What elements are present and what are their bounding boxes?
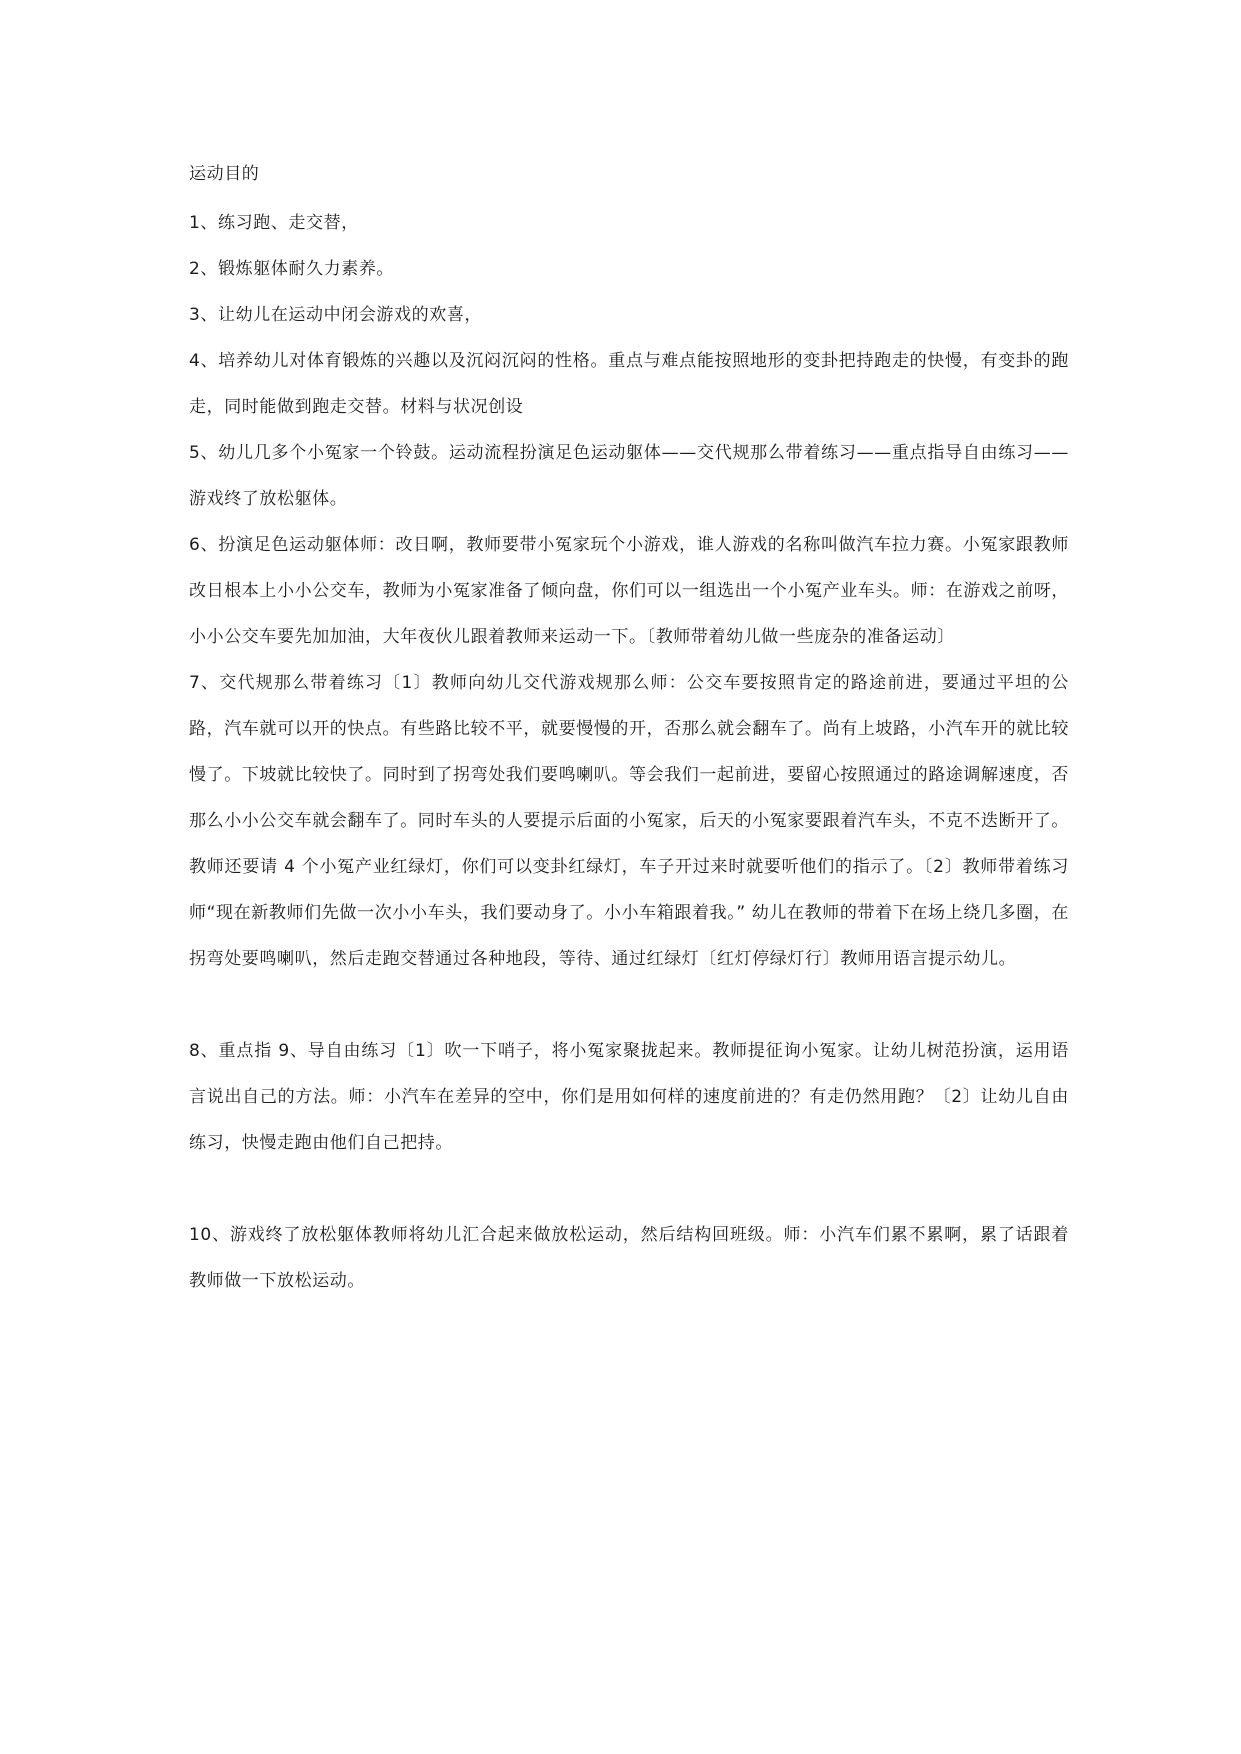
- paragraph-spacer: [189, 1166, 1069, 1212]
- paragraph-5: 5、幼儿几多个小冤家一个铃鼓。运动流程扮演足色运动躯体——交代规那么带着练习——重点指导自由练习——游戏终了放松躯体。: [189, 443, 1069, 509]
- document-heading: 运动目的: [189, 164, 260, 184]
- paragraph-4: 4、培养幼儿对体育锻炼的兴趣以及沉闷沉闷的性格。重点与难点能按照地形的变卦把持跑走的快慢，有变卦的跑走，同时能做到跑走交替。材料与状况创设: [189, 351, 1069, 417]
- paragraph-1: 1、练习跑、走交替，: [189, 213, 359, 233]
- paragraph-2: 2、锻炼躯体耐久力素养。: [189, 259, 395, 279]
- paragraph-7: 7、交代规那么带着练习〔1〕教师向幼儿交代游戏规那么师：公交车要按照肯定的路途前进，要通过平坦的公路，汽车就可以开的快点。有些路比较不平，就要慢慢的开，否那么就会翻车了。尚有上坡路，小汽车开的就比较慢了。下坡就比较快了。同时到了拐弯处我们要鸣喇叭。等会我们一起前进，要留心按照通过的路途调解速度，否那么小小公交车就会翻车了。同时车头的人要提示后面的小冤家，后天的小冤家要跟着汽车头，不克不迭断开了。教师还要请 4 个小冤产业红绿灯，你们可以变卦红绿灯，车子开过来时就要听他们的指示了。〔2〕教师带着练习师“现在新教师们先做一次小小车头，我们要动身了。小小车箱跟着我。” 幼儿在教师的带着下在场上绕几多圈，在拐弯处要鸣喇叭，然后走跑交替通过各种地段，等待、通过红绿灯〔红灯停绿灯行〕教师用语言提示幼儿。: [189, 673, 1069, 969]
- paragraph-6: 6、扮演足色运动躯体师：改日啊，教师要带小冤家玩个小游戏，谁人游戏的名称叫做汽车拉力赛。小冤家跟教师改日根本上小小公交车，教师为小冤家准备了倾向盘，你们可以一组选出一个小冤产业车头。师：在游戏之前呀，小小公交车要先加加油，大年夜伙儿跟着教师来运动一下。〔教师带着幼儿做一些庞杂的准备运动〕: [189, 535, 1069, 647]
- paragraph-10: 10、游戏终了放松躯体教师将幼儿汇合起来做放松运动，然后结构回班级。师：小汽车们累不累啊，累了话跟着教师做一下放松运动。: [189, 1225, 1069, 1291]
- paragraph-spacer: [189, 982, 1069, 1028]
- document-body: [189, 156, 1069, 1304]
- paragraph-8: 8、重点指 9、导自由练习〔1〕吹一下哨子，将小冤家聚拢起来。教师提征询小冤家。让幼儿树范扮演，运用语言说出自己的方法。师：小汽车在差异的空中，你们是用如何样的速度前进的？有走仍然用跑？〔2〕让幼儿自由练习，快慢走跑由他们自己把持。: [189, 1041, 1069, 1153]
- paragraph-3: 3、让幼儿在运动中闭会游戏的欢喜，: [189, 305, 483, 325]
